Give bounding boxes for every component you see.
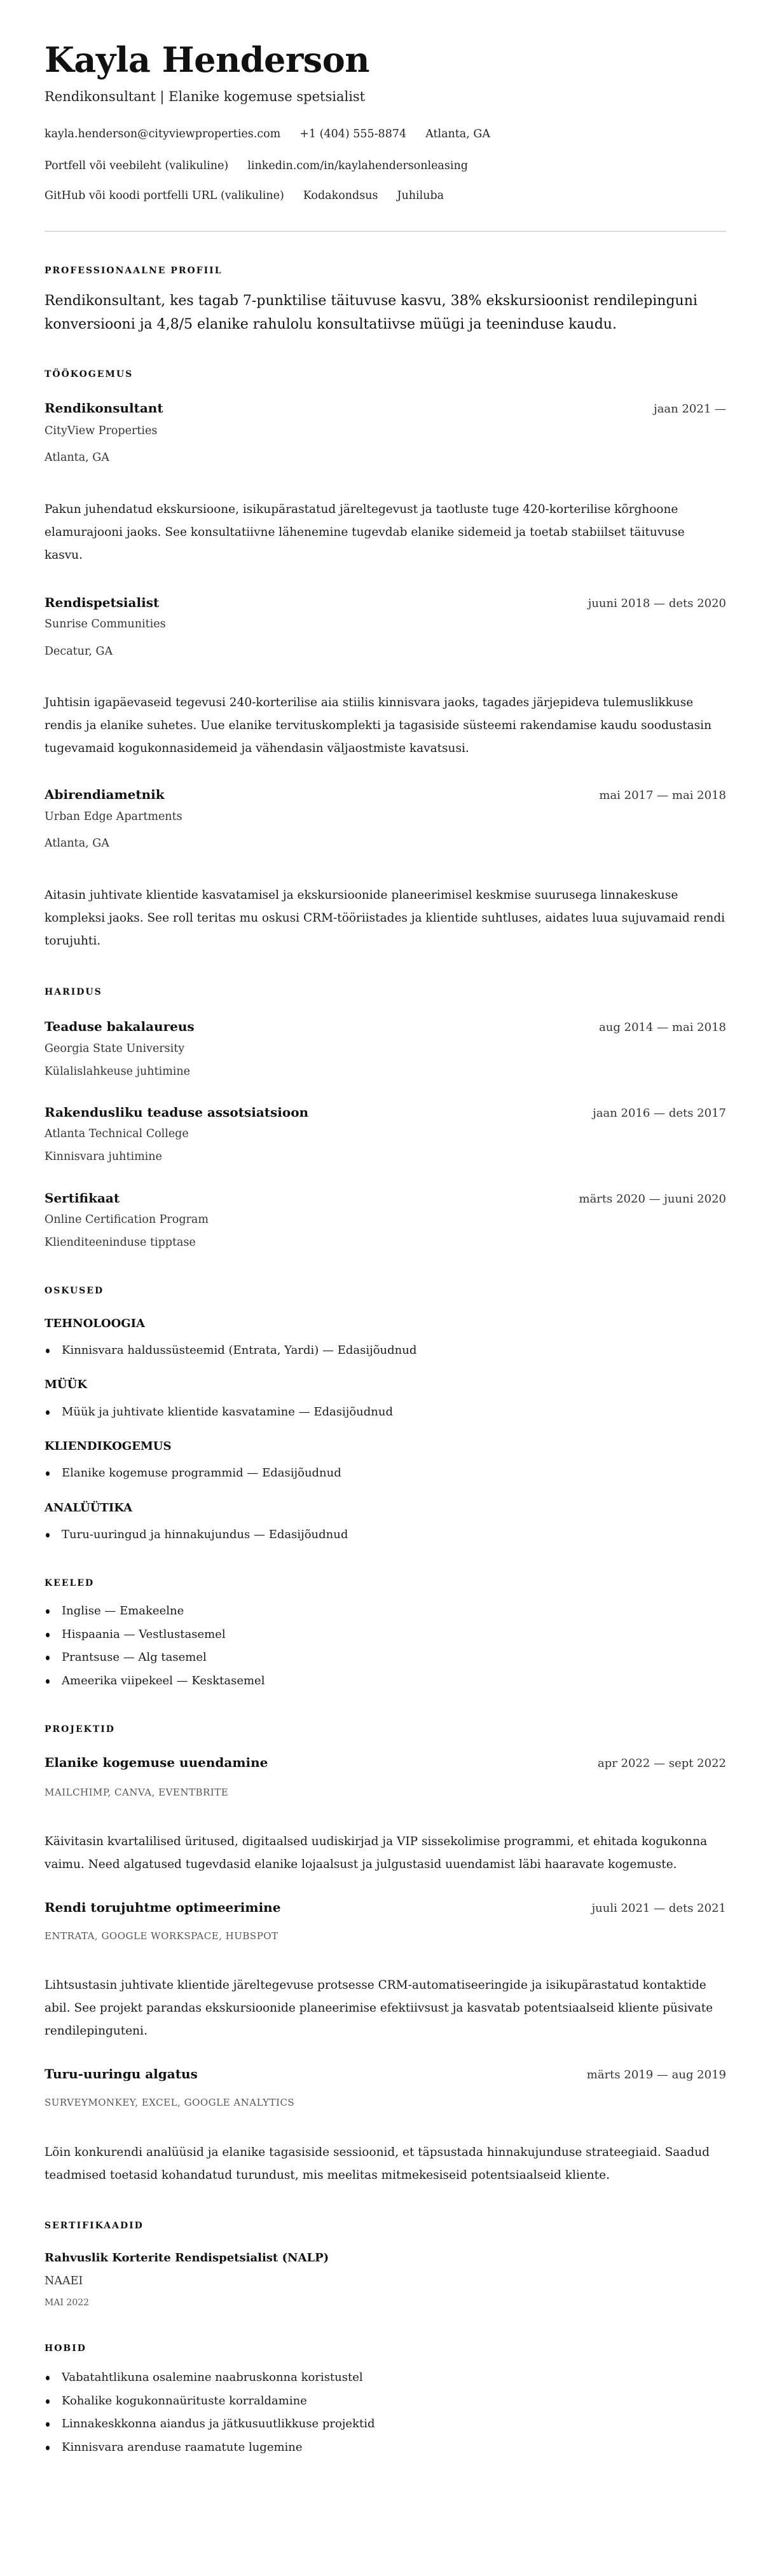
job-title: Abirendiametnik [45,787,165,802]
project-tech: MAILCHIMP, CANVA, EVENTBRITE [45,1787,229,1798]
school-name: Atlanta Technical College [45,1128,189,1140]
skill-item: Turu-uuringud ja hinnakujundus — Edasijõudnud [45,1527,726,1543]
job-company: CityView Properties [45,425,158,437]
section-heading-skills: OSKUSED [45,1286,104,1296]
section-heading-hobbies: HOBID [45,2343,86,2354]
contact-drivers-license: Juhiluba [397,189,444,202]
education-item [45,1103,726,1164]
header-divider [45,231,726,232]
field-of-study: Külalislahkeuse juhtimine [45,1065,191,1078]
project-title: Elanike kogemuse uuendamine [45,1755,268,1770]
education-date: aug 2014 — mai 2018 [599,1021,726,1034]
job-company: Urban Edge Apartments [45,810,182,823]
skill-group-title: TEHNOLOOGIA [45,1317,146,1330]
job-title: Rendikonsultant [45,400,163,416]
field-of-study: Klienditeeninduse tipptase [45,1236,196,1249]
section-heading-education: HARIDUS [45,987,102,997]
contact-citizenship: Kodakondsus [303,189,378,202]
experience-item [45,786,726,953]
certification-item [45,2251,726,2309]
contact-email[interactable]: kayla.henderson@cityviewproperties.com [45,128,281,140]
skill-list [45,1343,726,1358]
contact-row [45,126,726,142]
language-item: Ameerika viipekeel — Kesktasemel [45,1670,726,1693]
contact-row [45,158,726,174]
skill-group-title: KLIENDIKOGEMUS [45,1440,172,1453]
project-tech: SURVEYMONKEY, EXCEL, GOOGLE ANALYTICS [45,2097,295,2108]
project-date: apr 2022 — sept 2022 [597,1757,726,1770]
candidate-name: Kayla Henderson [45,39,369,80]
project-title: Rendi torujuhtme optimeerimine [45,1900,281,1915]
job-date: jaan 2021 — [654,402,726,416]
contact-github[interactable]: GitHub või koodi portfelli URL (valikuline) [45,189,284,202]
education-date: jaan 2016 — dets 2017 [593,1107,726,1120]
project-tech: ENTRATA, GOOGLE WORKSPACE, HUBSPOT [45,1930,278,1942]
project-description: Lihtsustasin juhtivate klientide järeltegevuse protsesse CRM-automatiseeringide ja isikupärastatud kontaktide abil. See projekt parandas ekskursioonide planeerimise efektiivsust ja kasvatab potentsiaalseid kliente püsivate rendilepinguteni. [45,1979,713,2038]
section-heading-languages: KEELED [45,1578,95,1588]
skill-list [45,1405,726,1420]
contact-phone[interactable]: +1 (404) 555-8874 [299,128,407,140]
profile-summary: Rendikonsultant, kes tagab 7-punktilise täituvuse kasvu, 38% ekskursioonist rendilepinguni konversiooni ja 4,8/5 elanike rahulolu konsultatiivse müügi ja teeninduse kaudu. [45,293,698,332]
skill-group-title: ANALÜÜTIKA [45,1501,133,1515]
language-item: Inglise — Emakeelne [45,1600,726,1623]
hobby-item: Linnakeskkonna aiandus ja jätkusuutlikkuse projektid [45,2413,726,2436]
project-date: juuli 2021 — dets 2021 [591,1902,726,1915]
contact-linkedin[interactable]: linkedin.com/in/kaylahendersonleasing [247,160,468,172]
skill-item: Müük ja juhtivate klientide kasvatamine — Edasijõudnud [45,1405,726,1420]
section-heading-certifications: SERTIFIKAADID [45,2221,144,2231]
job-description: Juhtisin igapäevaseid tegevusi 240-korterilise aia stiilis kinnisvara jaoks, tagades järjepideva tulemuslikkuse rendis ja elanike suhetes. Uue elanike tervituskomplekti ja tagasiside süsteemi rakendamise kaudu soodustasin tugevamaid kogukonnasidemeid ja vähendasin väljaostmiste kavatsusi. [45,696,711,755]
section-heading-experience: TÖÖKOGEMUS [45,369,134,379]
candidate-title: Rendikonsultant | Elanike kogemuse spetsialist [45,89,366,104]
certification-name: Rahvuslik Korterite Rendispetsialist (NALP) [45,2251,329,2265]
hobby-list [45,2366,726,2459]
education-date: märts 2020 — juuni 2020 [579,1192,726,1206]
job-company: Sunrise Communities [45,618,166,630]
project-item [45,1754,726,1876]
education-item [45,1018,726,1079]
language-item: Prantsuse — Alg tasemel [45,1646,726,1670]
job-location: Atlanta, GA [45,451,109,464]
contact-portfolio[interactable]: Portfell või veebileht (valikuline) [45,160,229,172]
contact-row [45,188,726,203]
skill-group-title: MÜÜK [45,1378,87,1391]
job-description: Pakun juhendatud ekskursioone, isikupärastatud järeltegevust ja taotluste tuge 420-korterilise kõrghoone elamurajooni jaoks. See konsultatiivne lähenemine tugevdab elanike sidemeid ja toetab stabiilset täituvuse kasvu. [45,503,685,562]
school-name: Georgia State University [45,1042,185,1055]
education-item [45,1189,726,1250]
job-description: Aitasin juhtivate klientide kasvatamisel ja ekskursioonide planeerimisel keskmise suurusega linnakeskuse kompleksi jaoks. See roll teritas mu oskusi CRM-tööriistades ja klientide suhtluses, aidates luua sujuvamaid rendi torujuhti. [45,889,725,948]
skill-list [45,1466,726,1481]
language-item: Hispaania — Vestlustasemel [45,1623,726,1647]
section-heading-projects: PROJEKTID [45,1724,115,1734]
section-heading-profile: PROFESSIONAALNE PROFIIL [45,266,223,276]
contact-location: Atlanta, GA [425,128,490,140]
hobby-item: Kinnisvara arenduse raamatute lugemine [45,2436,726,2460]
job-location: Decatur, GA [45,645,113,658]
experience-item [45,399,726,567]
degree-title: Rakendusliku teaduse assotsiatsioon [45,1105,309,1120]
project-description: Lõin konkurendi analüüsid ja elanike tagasiside sessioonid, et täpsustada hinnakujunduse strateegiaid. Saadud teadmised toetasid kohandatud turundust, mis meelitas mitmekesiseid potentsiaalseid kliente. [45,2146,710,2182]
degree-title: Sertifikaat [45,1190,120,1206]
job-date: mai 2017 — mai 2018 [599,789,726,802]
job-title: Rendispetsialist [45,595,160,610]
certification-date: MAI 2022 [45,2298,90,2308]
project-item [45,1898,726,2043]
certification-issuer: NAAEI [45,2275,83,2287]
hobby-item: Kohalike kogukonnaürituste korraldamine [45,2390,726,2413]
experience-item [45,594,726,760]
language-list [45,1600,726,1693]
school-name: Online Certification Program [45,1213,209,1226]
project-date: märts 2019 — aug 2019 [586,2068,726,2082]
job-date: juuni 2018 — dets 2020 [588,597,726,610]
skill-item: Kinnisvara haldussüsteemid (Entrata, Yardi) — Edasijõudnud [45,1343,726,1358]
field-of-study: Kinnisvara juhtimine [45,1150,162,1163]
skill-list [45,1527,726,1543]
skill-item: Elanike kogemuse programmid — Edasijõudnud [45,1466,726,1481]
degree-title: Teaduse bakalaureus [45,1019,195,1034]
project-description: Käivitasin kvartalilised üritused, digitaalsed uudiskirjad ja VIP sissekolimise programmi, et ehitada kogukonna vaimu. Need algatused tugevdasid elanike lojaalsust ja julgustasid uuendamist läbi haaravate kogemuste. [45,1835,708,1871]
hobby-item: Vabatahtlikuna osalemine naabruskonna koristustel [45,2366,726,2390]
job-location: Atlanta, GA [45,837,109,850]
project-item [45,2065,726,2187]
project-title: Turu-uuringu algatus [45,2066,198,2082]
